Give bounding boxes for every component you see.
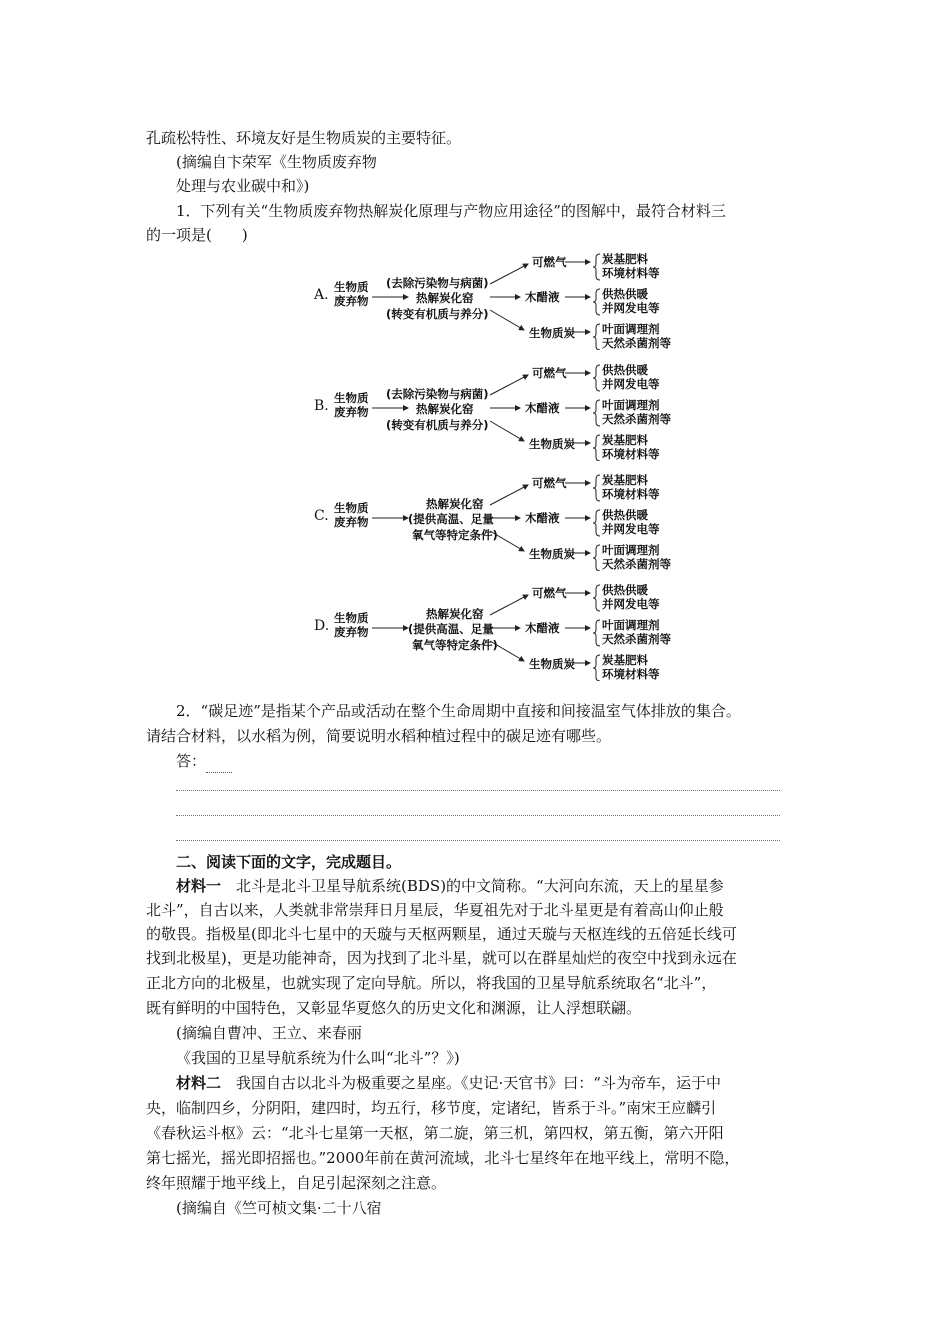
answer-line-1[interactable] [176, 790, 780, 791]
material-1-line: 北斗”，自古以来，人类就非常崇拜日月星辰，华夏祖先对于北斗星更是有着高山仰止般 [146, 901, 724, 919]
material-1-line [176, 874, 836, 898]
material-1-line: 的敬畏。指极星(即北斗七星中的天璇与天枢两颗星，通过天璇与天枢连线的五倍延长线可 [146, 925, 737, 943]
material-2-text: 我国自古以北斗为极重要之星座。《史记·天官书》曰：“斗为帝车，运于中 [221, 1074, 721, 1092]
material-2-line: 终年照耀于地平线上，自足引起深刻之注意。 [146, 1174, 447, 1192]
product-1: 可燃气 [532, 255, 567, 269]
process-bottom: 氧气等特定条件) [412, 528, 498, 542]
use-2a: 叶面调理剂 [602, 398, 660, 412]
use-1a: 炭基肥料 [602, 252, 648, 266]
answer-label [176, 749, 836, 773]
use-1b: 并网发电等 [602, 377, 660, 391]
option-letter: D. [314, 618, 330, 634]
text-line: 孔疏松特性、环境友好是生物质炭的主要特征。 [146, 129, 462, 147]
source-citation: (摘编自卞荣军《生物质废弃物 [176, 153, 377, 171]
answer-label-text: 答： [176, 752, 207, 770]
use-3b: 环境材料等 [602, 447, 660, 461]
diagram-option-c[interactable] [310, 471, 690, 571]
material-2-line: 第七摇光，摇光即招摇也。”2000年前在黄河流域，北斗七星终年在地平线上，常明不隐， [146, 1149, 740, 1167]
source-top: 生物质 [334, 501, 369, 515]
use-3 [602, 433, 660, 461]
product-2: 木醋液 [525, 621, 560, 635]
diagram-source [334, 391, 369, 419]
process-bottom: (转变有机质与养分) [386, 418, 489, 432]
use-1 [602, 363, 660, 391]
use-1b: 环境材料等 [602, 487, 660, 501]
use-1 [602, 473, 660, 501]
source-citation: 《我国的卫星导航系统为什么叫“北斗”？》) [176, 1049, 460, 1067]
material-2-line: 《春秋运斗枢》云：“北斗七星第一天枢，第二旋，第三机，第四权，第五衡，第六开阳 [146, 1124, 724, 1142]
source-bottom: 废弃物 [334, 405, 369, 419]
option-letter: A. [314, 287, 329, 303]
diagram-option-d[interactable] [310, 581, 690, 681]
section-heading: 二、阅读下面的文字，完成题目。 [176, 853, 402, 871]
material-1-line: 正北方向的北极星，也就实现了定向导航。所以，将我国的卫星导航系统取名“北斗”， [146, 974, 717, 992]
question-2: 请结合材料，以水稻为例，简要说明水稻种植过程中的碳足迹有哪些。 [146, 727, 612, 745]
process-mid: 热解炭化窑 [416, 402, 474, 416]
use-2b: 天然杀菌剂等 [602, 412, 671, 426]
material-1-text: 北斗是北斗卫星导航系统(BDS)的中文简称。“大河向东流，天上的星星参 [221, 877, 724, 895]
process-bottom: (转变有机质与养分) [386, 307, 489, 321]
source-citation: (摘编自曹冲、王立、来春丽 [176, 1024, 362, 1042]
product-1: 可燃气 [532, 476, 567, 490]
product-1: 可燃气 [532, 586, 567, 600]
diagram-option-a[interactable] [310, 250, 690, 350]
use-1a: 供热供暖 [602, 363, 648, 377]
use-2b: 天然杀菌剂等 [602, 632, 671, 646]
source-citation: 处理与农业碳中和》) [176, 177, 310, 195]
material-1-line: 找到北极星)，更是功能神奇，因为找到了北斗星，就可以在群星灿烂的夜空中找到永远在 [146, 949, 737, 967]
source-top: 生物质 [334, 391, 369, 405]
use-1a: 供热供暖 [602, 583, 648, 597]
use-2 [602, 618, 671, 646]
process-top: 热解炭化窑 [426, 497, 484, 511]
material-2-line: 央，临制四乡，分阴阳，建四时，均五行，移节度，定诸纪，皆系于斗。”南宋王应麟引 [146, 1099, 717, 1117]
option-letter: C. [314, 508, 329, 524]
option-letter: B. [314, 398, 329, 414]
process-mid: (提供高温、足量 [408, 622, 494, 636]
product-1: 可燃气 [532, 366, 567, 380]
product-3: 生物质炭 [529, 437, 575, 451]
use-3a: 炭基肥料 [602, 433, 648, 447]
product-2: 木醋液 [525, 401, 560, 415]
process-top: (去除污染物与病菌) [386, 387, 489, 401]
use-3b: 天然杀菌剂等 [602, 557, 671, 571]
question-1: 1．下列有关“生物质废弃物热解炭化原理与产物应用途径”的图解中，最符合材料三 [176, 202, 726, 220]
product-2: 木醋液 [525, 511, 560, 525]
use-2b: 并网发电等 [602, 522, 660, 536]
material-1-line: 既有鲜明的中国特色，又彰显华夏悠久的历史文化和渊源，让人浮想联翩。 [146, 999, 642, 1017]
process-mid: 热解炭化窑 [416, 291, 474, 305]
source-top: 生物质 [334, 280, 369, 294]
use-2a: 供热供暖 [602, 508, 648, 522]
product-3: 生物质炭 [529, 657, 575, 671]
use-3a: 炭基肥料 [602, 653, 648, 667]
use-3a: 叶面调理剂 [602, 543, 660, 557]
use-3 [602, 653, 660, 681]
use-1a: 炭基肥料 [602, 473, 648, 487]
use-2a: 叶面调理剂 [602, 618, 660, 632]
use-3b: 天然杀菌剂等 [602, 336, 671, 350]
answer-line-3[interactable] [176, 840, 780, 841]
question-2: 2．“碳足迹”是指某个产品或活动在整个生命周期中直接和间接温室气体排放的集合。 [176, 702, 741, 720]
source-bottom: 废弃物 [334, 294, 369, 308]
product-3: 生物质炭 [529, 547, 575, 561]
use-2a: 供热供暖 [602, 287, 648, 301]
use-3b: 环境材料等 [602, 667, 660, 681]
diagram-option-b[interactable] [310, 361, 690, 461]
product-3: 生物质炭 [529, 326, 575, 340]
answer-dots [206, 760, 232, 773]
diagram-source [334, 501, 369, 529]
use-2b: 并网发电等 [602, 301, 660, 315]
process-top: (去除污染物与病菌) [386, 276, 489, 290]
use-3a: 叶面调理剂 [602, 322, 660, 336]
product-2: 木醋液 [525, 290, 560, 304]
source-citation: (摘编自《竺可桢文集·二十八宿 [176, 1199, 382, 1217]
process-mid: (提供高温、足量 [408, 512, 494, 526]
use-2 [602, 287, 660, 315]
material-2-line [176, 1071, 836, 1095]
source-bottom: 废弃物 [334, 515, 369, 529]
use-1b: 环境材料等 [602, 266, 660, 280]
source-bottom: 废弃物 [334, 625, 369, 639]
diagram-source [334, 611, 369, 639]
use-1 [602, 583, 660, 611]
use-2 [602, 508, 660, 536]
use-1 [602, 252, 660, 280]
diagram-source [334, 280, 369, 308]
use-2 [602, 398, 671, 426]
source-top: 生物质 [334, 611, 369, 625]
use-3 [602, 543, 671, 571]
process-bottom: 氧气等特定条件) [412, 638, 498, 652]
use-3 [602, 322, 671, 350]
material-1-label: 材料一 [176, 877, 222, 895]
process-top: 热解炭化窑 [426, 607, 484, 621]
use-1b: 并网发电等 [602, 597, 660, 611]
material-2-label: 材料二 [176, 1074, 222, 1092]
answer-line-2[interactable] [176, 815, 780, 816]
question-1: 的一项是( ) [146, 226, 248, 244]
